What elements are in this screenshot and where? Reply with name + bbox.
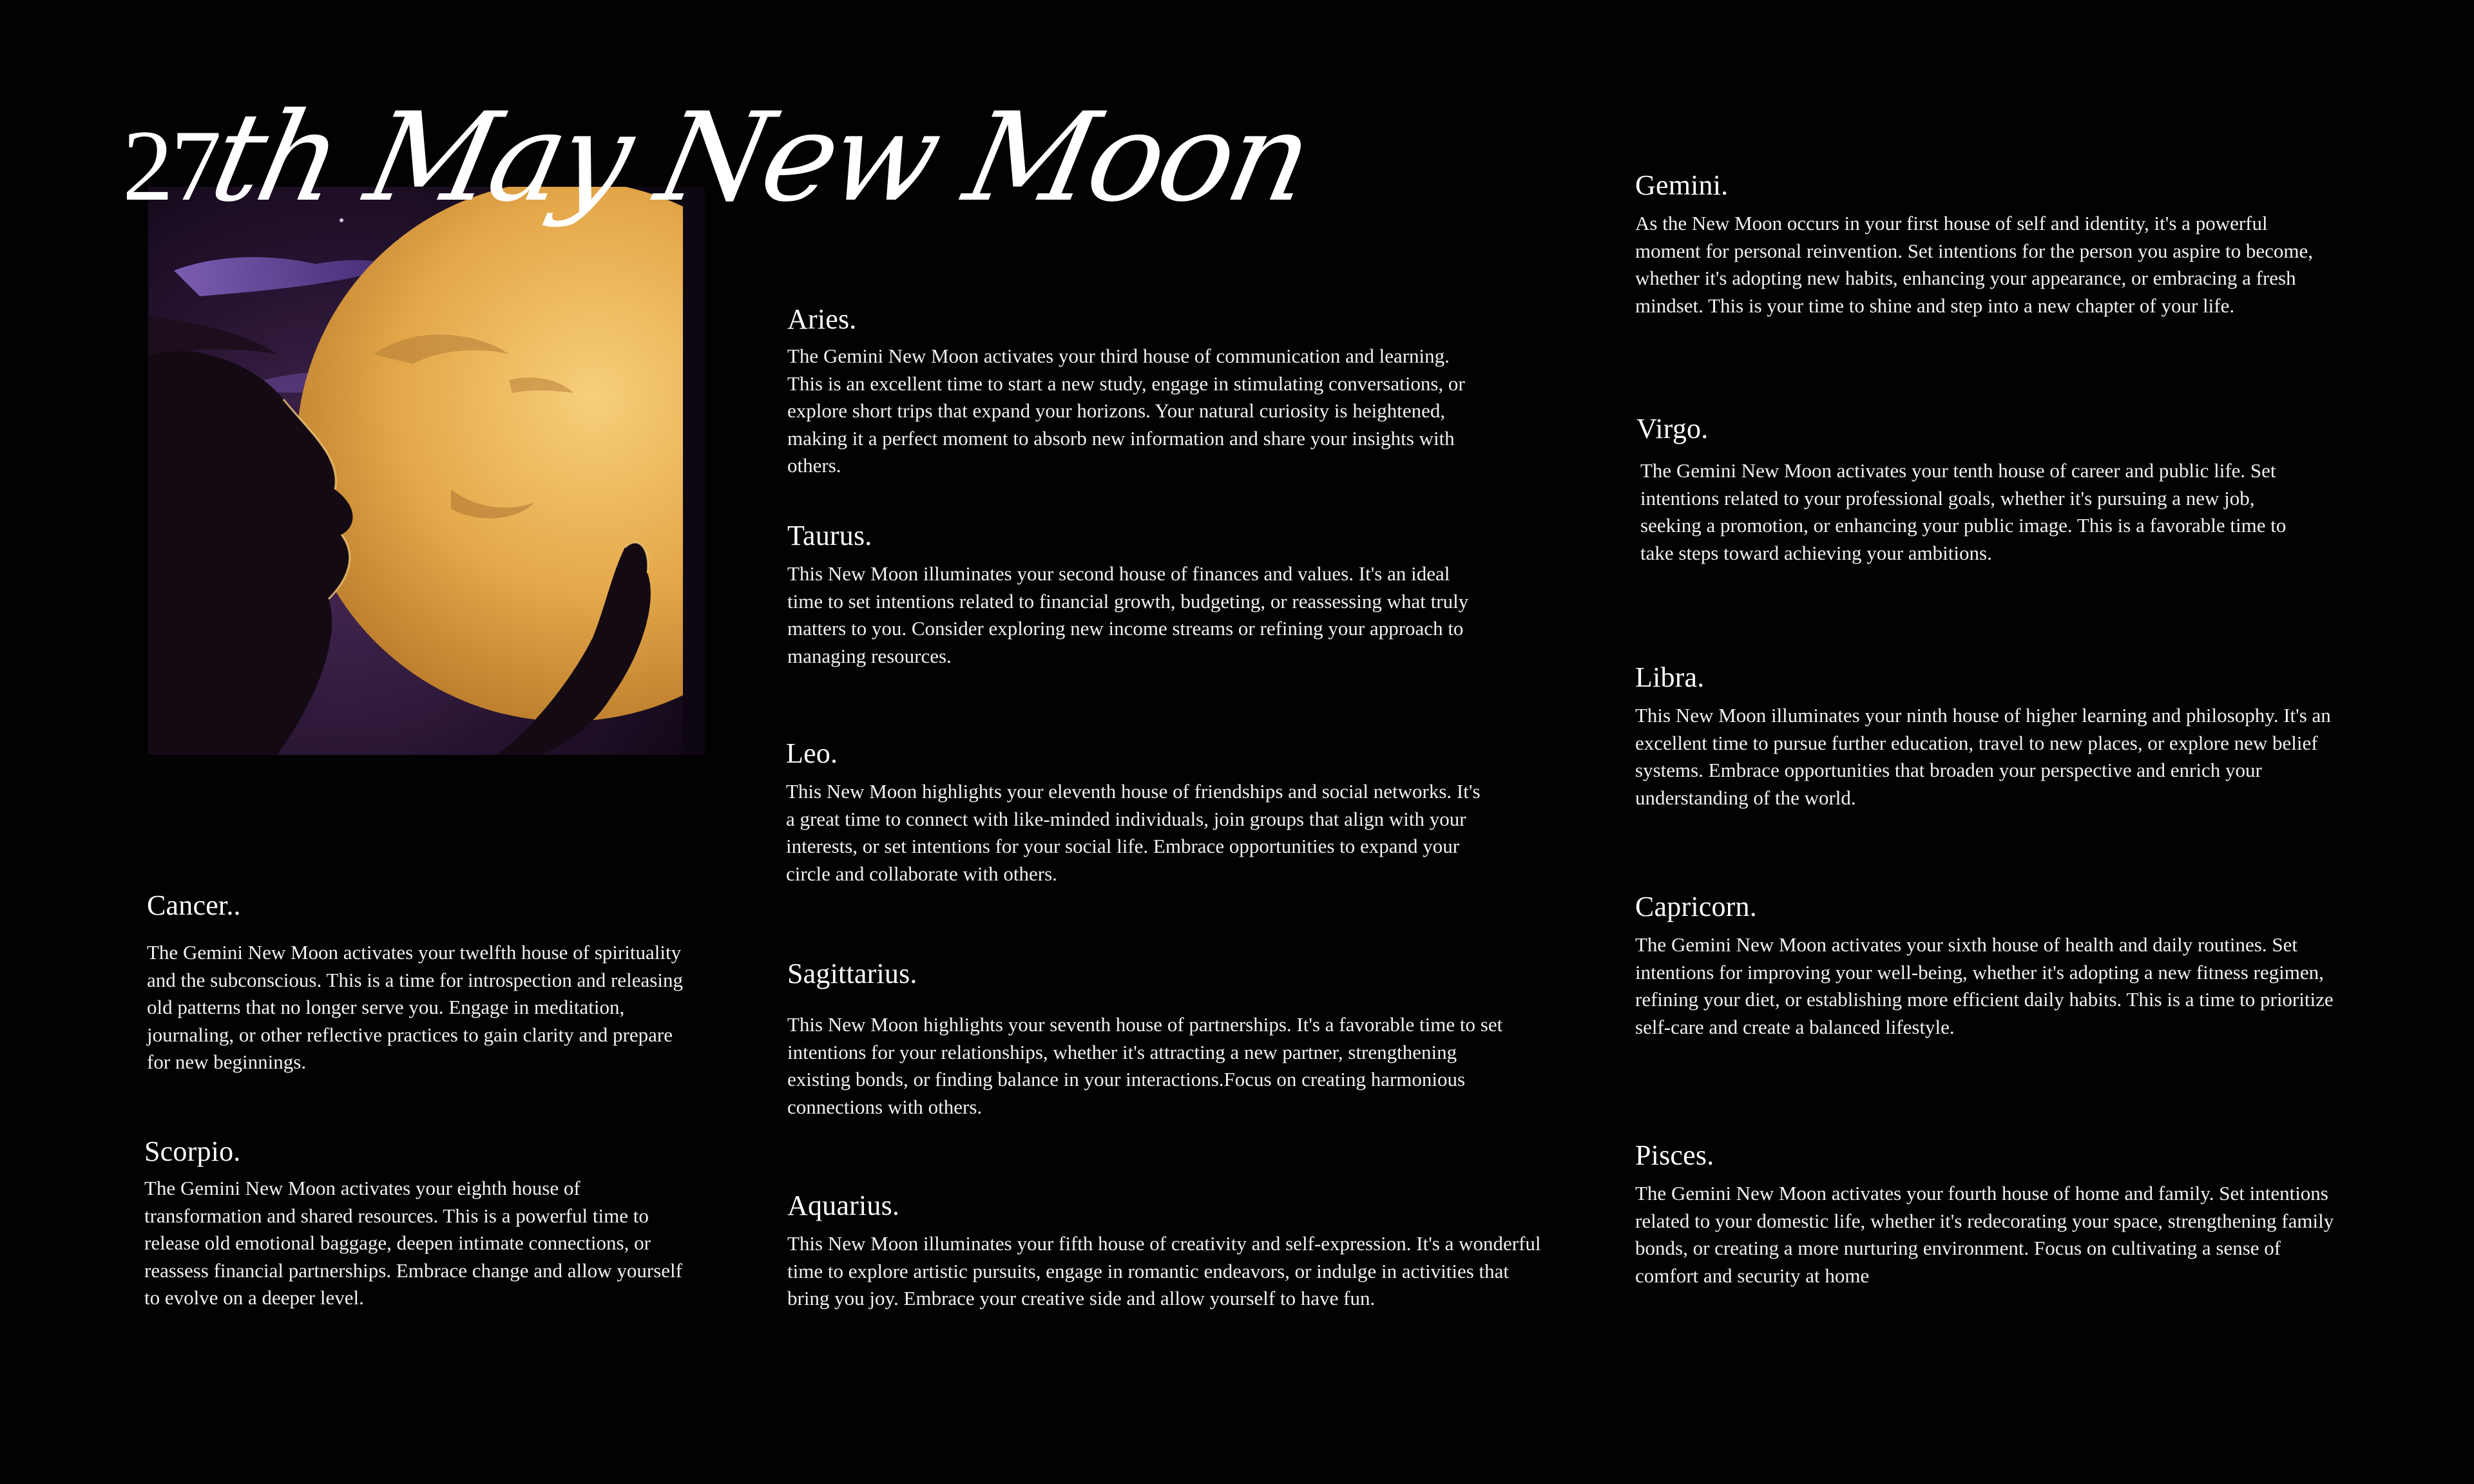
sign-leo <box>786 738 1488 888</box>
title-script-text: th May New Moon <box>200 86 1321 229</box>
sign-text: The Gemini New Moon activates your twelfth house of spirituality and the subconscious. This is a time for introspection and releasing old patterns that no longer serve you. Engage in meditation, journaling, or other reflective practices to gain clarity and prepare for new beginnings. <box>147 941 683 1074</box>
moon-kiss-illustration <box>148 187 705 755</box>
sign-capricorn <box>1635 891 2337 1041</box>
sign-heading: Scorpio. <box>144 1136 241 1167</box>
sign-text: The Gemini New Moon activates your eighth house of transformation and shared resources. This is a powerful time to release old emotional baggage, deepen intimate connections, or reassess financial partnerships. Embrace change and allow yourself to evolve on a deeper level. <box>144 1177 682 1309</box>
sign-text: This New Moon highlights your eleventh house of friendships and social networks. It's a great time to connect with like-minded individuals, join groups that align with your interests, or set intentions for your social life. Embrace opportunities to expand your circle and collaborate with others. <box>786 780 1481 885</box>
sign-gemini <box>1635 170 2318 319</box>
sign-taurus <box>787 520 1490 670</box>
sign-text: The Gemini New Moon activates your tenth house of career and public life. Set intentions related to your professional goals, whether it's pursuing a new job, seeking a promotion, or enhancing your public image. This is a favorable time to take steps toward achieving your ambitions. <box>1640 459 2287 564</box>
sign-heading: Pisces. <box>1635 1139 1714 1171</box>
sign-scorpio <box>144 1136 686 1312</box>
sign-heading: Leo. <box>786 737 838 769</box>
sign-heading: Libra. <box>1635 661 1705 693</box>
sign-pisces <box>1635 1140 2337 1289</box>
sign-heading: Taurus. <box>787 520 872 551</box>
sign-heading: Sagittarius. <box>787 958 917 989</box>
sign-heading: Capricorn. <box>1635 891 1757 922</box>
sign-text: As the New Moon occurs in your first house of self and identity, it's a powerful moment for personal reinvention. Set intentions for the person you aspire to become, whether it's adopting new habits, enhancing your appearance, or embracing a fresh mindset. This is your time to shine and step into a new chapter of your life. <box>1635 212 2314 317</box>
sign-libra <box>1635 662 2337 812</box>
sign-sagittarius <box>787 958 1515 1121</box>
sign-text: This New Moon illuminates your second house of finances and values. It's an ideal time to set intentions related to financial growth, budgeting, or reassessing what truly matters to you. Consider exploring new income streams or refining your approach to managing resources. <box>787 562 1469 667</box>
sign-heading: Aries. <box>787 303 857 335</box>
sign-cancer <box>147 890 688 1076</box>
sign-text: The Gemini New Moon activates your fourth house of home and family. Set intentions related to your domestic life, whether it's redecorating your space, strengthening family bonds, or creating a more nurturing environment. Focus on cultivating a sense of comfort and security at home <box>1635 1182 2334 1287</box>
sign-heading: Gemini. <box>1635 169 1729 201</box>
sign-text: This New Moon illuminates your ninth house of higher learning and philosophy. It's an excellent time to pursue further education, travel to new places, or explore new belief systems. Embrace opportunities that broaden your perspective and enrich your understanding of the world. <box>1635 704 2331 809</box>
sign-virgo <box>1636 414 2306 567</box>
sign-heading: Cancer.. <box>147 889 241 921</box>
sign-heading: Virgo. <box>1636 413 1709 444</box>
sign-text: The Gemini New Moon activates your sixth house of health and daily routines. Set intentions for improving your well-being, whether it's adopting a new fitness regimen, refining your diet, or establishing more efficient daily habits. This is a time to prioritize self-care and create a balanced lifestyle. <box>1635 933 2334 1038</box>
sign-heading: Aquarius. <box>787 1190 900 1221</box>
title-date-number: 27 <box>122 109 219 222</box>
sign-aries <box>787 304 1490 480</box>
sign-text: This New Moon highlights your seventh house of partnerships. It's a favorable time to set intentions for your relationships, whether it's attracting a new partner, strengthening existing bonds, or finding balance in your interactions.Focus on creating harmonious connections with others. <box>787 1013 1503 1118</box>
sign-text: The Gemini New Moon activates your third house of communication and learning. This is an excellent time to start a new study, engage in stimulating conversations, or explore short trips that expand your horizons. Your natural curiosity is heightened, making it a perfect moment to absorb new information and share your insights with others. <box>787 345 1465 477</box>
sign-text: This New Moon illuminates your fifth house of creativity and self-expression. It's a wonderful time to explore artistic pursuits, engage in romantic endeavors, or indulge in activities that bring you joy. Embrace your creative side and allow yourself to have fun. <box>787 1232 1541 1310</box>
sign-aquarius <box>787 1190 1554 1313</box>
page-title <box>122 86 1321 264</box>
